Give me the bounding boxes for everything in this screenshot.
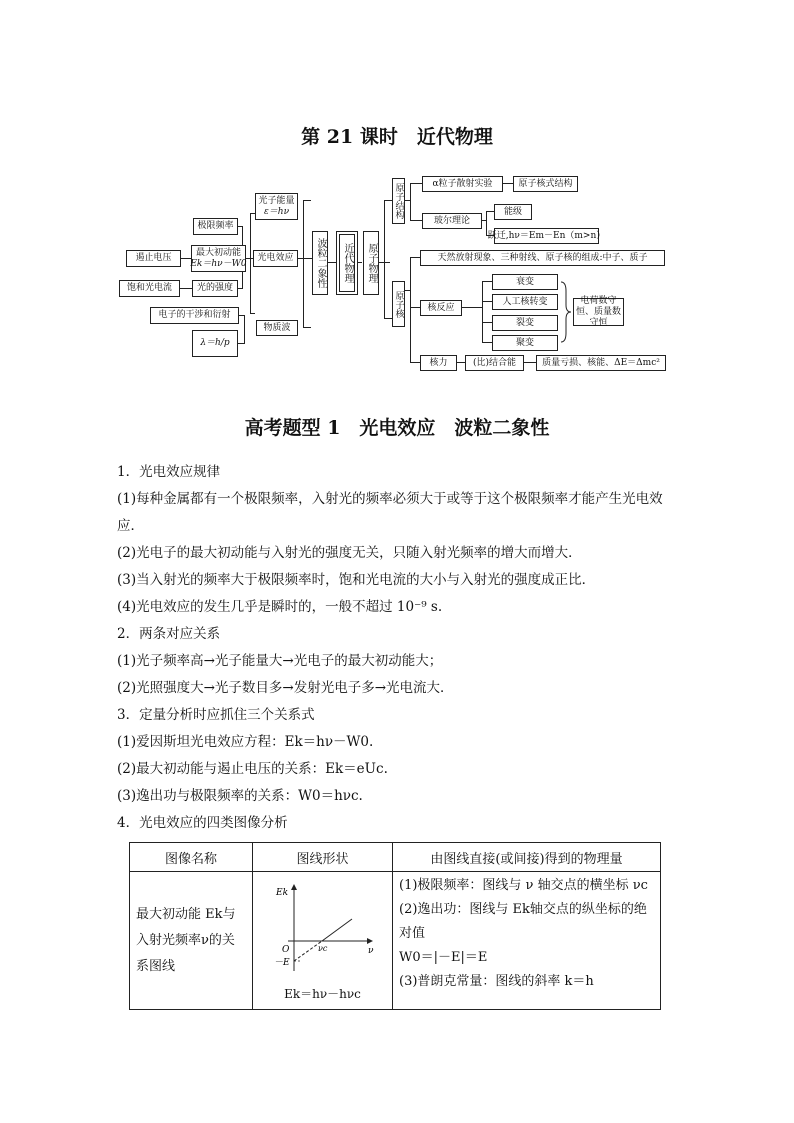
map-alpha-exp: α粒子散射实验 [422,176,503,192]
graph-y-label: Ek [275,888,288,898]
lesson-title: 第 21 课时 近代物理 [301,126,493,148]
map-atom-physics: 原子物理 [363,231,379,295]
map-artificial: 人工核转变 [492,294,558,310]
graph-xc: νc [317,944,327,953]
paragraph: 应． [117,518,144,534]
heading-4: 4．光电效应的四类图像分析 [117,815,288,831]
paragraph: (1)爱因斯坦光电效应方程：Ek＝hν－W0. [117,734,374,750]
map-stop-voltage: 遏止电压 [126,250,181,267]
map-fission: 裂变 [492,315,558,331]
paragraph: (1)每种金属都有一个极限频率，入射光的频率必须大于或等于这个极限频率才能产生光电效 [117,491,663,507]
map-transition: 跃迁,hν＝Em－En（m>n） [494,228,599,244]
quantity-line: (2)逸出功：图线与 Ek轴交点的纵坐标的绝对值 [399,902,647,941]
paragraph: (2)最大初动能与遏止电压的关系：Ek＝eUc. [117,761,388,777]
paragraph: (2)光电子的最大初动能与入射光的强度无关，只随入射光频率的增大而增大． [117,545,582,561]
table-cell-name: 最大初动能 Ek与入射光频率ν的关系图线 [130,872,253,1010]
map-photoelectric: 光电效应 [253,250,298,267]
map-matter-wave: 物质波 [256,320,298,336]
graph-origin: O [281,945,289,955]
quantity-line: (1)极限频率：图线与 ν 轴交点的横坐标 νc [399,878,648,893]
map-binding-energy: (比)结合能 [465,355,524,371]
graph-analysis-table [129,842,661,1010]
paragraph: (3)逸出功与极限频率的关系：W0＝hνc. [117,788,363,804]
heading-2: 2．两条对应关系 [117,626,221,642]
map-energy-level: 能级 [494,204,532,220]
paragraph: (4)光电效应的发生几乎是瞬时的，一般不超过 10⁻⁹ s. [117,599,443,615]
map-nuclear-reaction: 核反应 [420,300,462,316]
map-bohr: 玻尔理论 [422,213,482,229]
paragraph: (2)光照强度大→光子数目多→发射光电子多→光电流大． [117,680,454,696]
map-sat-current: 饱和光电流 [119,280,180,297]
map-nuclear-model: 原子核式结构 [513,176,578,192]
table-cell-quantities [393,872,661,1010]
map-electron-diffraction: 电子的干涉和衍射 [150,307,239,324]
map-conservation: 电荷数守恒、质量数守恒 [573,298,624,326]
map-photon-energy: 光子能量 ε＝hν [255,193,298,220]
table-header: 图线形状 [253,843,393,872]
map-fusion: 聚变 [492,335,558,351]
map-light-intensity: 光的强度 [192,280,238,297]
map-lambda: λ＝h/p [192,330,238,357]
paragraph: (3)当入射光的频率大于极限频率时，饱和光电流的大小与入射光的强度成正比． [117,572,596,588]
map-wave-particle: 波粒二象性 [312,231,328,295]
brace-icon [559,281,573,343]
table-header: 由图线直接(或间接)得到的物理量 [393,843,661,872]
map-atom-structure: 原子结构 [392,178,405,224]
graph-x-label: ν [367,946,373,956]
map-center: 近代物理 [339,234,355,292]
section-title: 高考题型 1 光电效应 波粒二象性 [244,417,550,439]
map-decay: 衰变 [492,274,558,290]
map-max-ke: 最大初动能 Ek＝hν－W0 [191,245,246,272]
map-radiation: 天然放射现象、三种射线、原子核的组成:中子、质子 [420,250,665,266]
quantity-line: (3)普朗克常量：图线的斜率 k＝h [399,974,594,989]
table-cell-graph [253,872,393,1010]
paragraph: (1)光子频率高→光子能量大→光电子的最大初动能大； [117,653,443,669]
ek-nu-graph [268,879,378,979]
heading-1: 1．光电效应规律 [117,464,221,480]
quantity-line: W0＝|－E|＝E [399,950,488,965]
table-header: 图像名称 [130,843,253,872]
map-mass-defect: 质量亏损、核能、ΔE＝Δmc² [536,355,666,371]
map-nuclear-force: 核力 [420,355,457,371]
heading-3: 3．定量分析时应抓住三个关系式 [117,707,315,723]
graph-formula: Ek＝hν－hνc [284,987,361,1001]
graph-neg-e: －E [273,958,290,968]
map-limit-freq: 极限频率 [193,218,238,235]
map-nucleus: 原子核 [392,281,405,327]
